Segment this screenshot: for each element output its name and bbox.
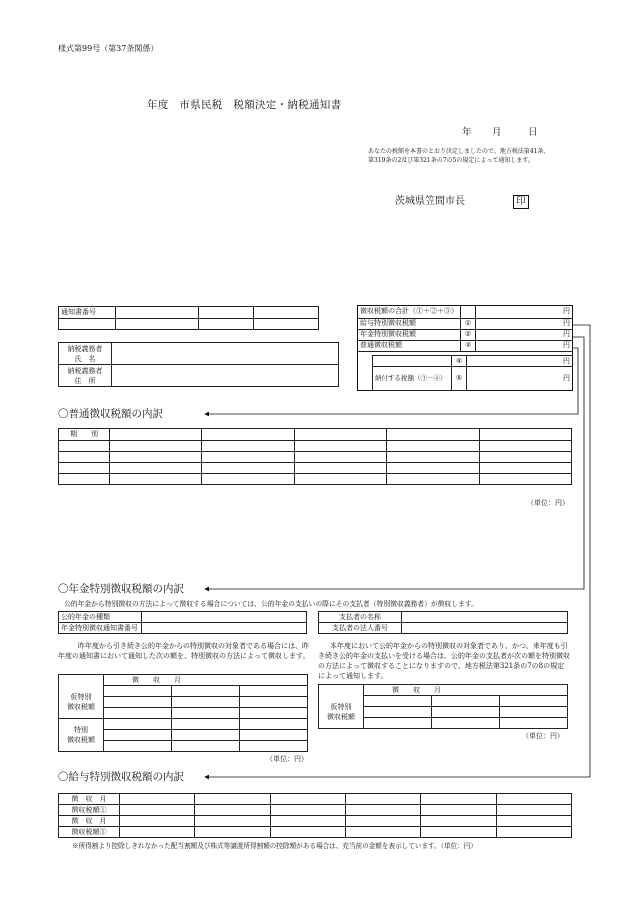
summary-pension-unit: 円: [476, 329, 573, 340]
summary-salary-unit: 円: [476, 318, 573, 329]
summary-total-label: 徴収税額の合計（①＋②＋③）: [358, 306, 461, 318]
summary-deduction-no: ④: [452, 356, 467, 367]
pension-type-table: [58, 611, 307, 634]
date-month: 月: [492, 127, 502, 138]
provisional-label-2: 徴収税額: [67, 702, 95, 711]
normal-heading: 〇普通徴収税額の内訳: [58, 408, 163, 420]
salary-amount-label-1: 徴収税額①: [59, 805, 120, 816]
summary-payable-no: ⑤: [452, 367, 467, 391]
summary-normal-unit: 円: [476, 340, 573, 351]
right-provisional-label-1: 仮特別: [330, 702, 352, 711]
summary-salary-no: ①: [461, 318, 476, 329]
notice-number-label: 通知書番号: [59, 307, 116, 319]
salary-month-label-2: 徴 収 月: [59, 816, 120, 827]
payer-name-label: 支払者の名称: [319, 612, 402, 623]
page-title: 年度 市県民税 税額決定・納税通知書: [147, 99, 342, 111]
pension-right-table: [318, 684, 568, 729]
issuer-name: 茨城県笠間市長: [395, 196, 465, 207]
taxpayer-name-label-1: 納税義務者: [67, 344, 103, 353]
summary-payable-unit: 円: [467, 367, 573, 391]
summary-deduction-unit: 円: [467, 356, 573, 367]
salary-heading: 〇給与特別徴収税額の内訳: [58, 771, 184, 783]
summary-pension-label: 年金特別徴収税額: [358, 329, 461, 340]
pension-right-month-label: 徴 収 月: [364, 685, 568, 696]
pension-type-label: 公的年金の種類: [59, 612, 142, 623]
pension-left-unit-note: （単位：円）: [266, 755, 308, 763]
taxpayer-address-label-1: 納税義務者: [67, 366, 103, 375]
special-label-2: 徴収税額: [67, 736, 95, 744]
right-provisional-label-2: 徴収税額: [327, 712, 355, 721]
summary-total-unit: 円: [476, 306, 573, 318]
date-year: 年: [462, 127, 472, 138]
pension-right-unit-note: （単位：円）: [522, 732, 564, 740]
summary-normal-label: 普通徴収税額: [358, 340, 461, 351]
date-day: 日: [528, 127, 538, 138]
pension-left-text: 昨年度から引き続き公的年金からの特別徴収の対象者である場合には、昨年度の通知書において通知した次の額を、特別徴収の方法によって徴収します。: [58, 642, 310, 660]
taxpayer-name-label-2: 氏 名: [74, 354, 96, 363]
normal-unit-note: （単位：円）: [527, 499, 569, 507]
salary-month-label-1: 徴 収 月: [59, 794, 120, 805]
normal-period-label: 期 別: [59, 429, 110, 441]
normal-table: [58, 428, 572, 485]
taxpayer-address-label-2: 住 所: [74, 376, 96, 385]
salary-footnote: ※所得割より控除しきれなかった配当割額及び株式等譲渡所得割額の控除額がある場合は、充当前の金額を表示しています。（単位：円）: [72, 842, 477, 850]
pension-number-label: 年金特別徴収通知書番号: [59, 623, 142, 634]
pension-intro: 公的年金から特別徴収の方法によって徴収する場合については、公的年金の支払いの際にその支払者（特別徴収義務者）が徴収します。: [64, 600, 478, 608]
form-number: 様式第99号（第37条関係）: [58, 44, 159, 53]
salary-amount-label-2: 徴収税額①: [59, 827, 120, 838]
summary-normal-no: ③: [461, 340, 476, 351]
summary-pension-no: ②: [461, 329, 476, 340]
seal-mark: 印: [513, 195, 529, 209]
pension-left-table: [58, 674, 308, 752]
pension-heading: 〇年金特別徴収税額の内訳: [58, 583, 184, 595]
summary-salary-label: 給与特別徴収税額: [358, 318, 461, 329]
pension-payer-table: [318, 611, 568, 634]
summary-payable-label: 納付する税額（③－④）: [373, 367, 452, 391]
pension-left-month-label: 徴 収 月: [104, 675, 308, 686]
payer-number-label: 支払者の法人番号: [319, 623, 402, 634]
pension-right-text: 本年度において公的年金からの特別徴収の対象者であり、かつ、来年度も引き続き公的年金の支払いを受ける場合は、公的年金の支払者が次の額を特別徴収の方法によって徴収することになりますので、地方税法第321条の7の8の規定によって通知します。: [318, 642, 570, 680]
salary-table: [58, 793, 572, 838]
notice-text-2: 第319条の2及び第321条の7の5の規定によって通知します。: [368, 157, 534, 164]
special-label-1: 特別: [74, 726, 88, 734]
provisional-label-1: 仮特別: [70, 692, 92, 701]
notice-text-1: あなたの税額を本書のとおり決定しましたので、地方税法第41条、: [368, 148, 550, 155]
